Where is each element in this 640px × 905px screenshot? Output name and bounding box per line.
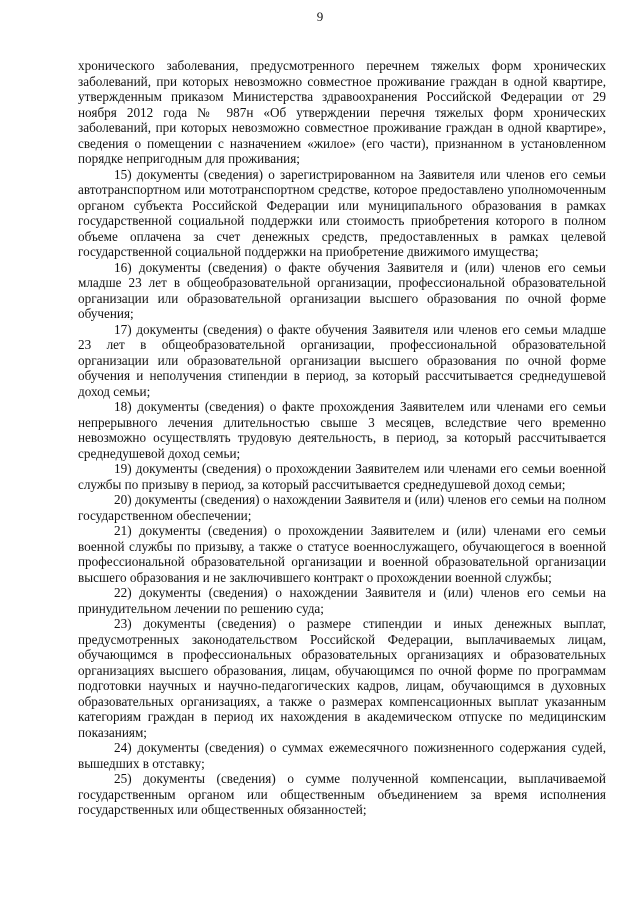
page-number: 9 [316,9,324,24]
paragraph-item-20: 20) документы (сведения) о нахождении Заявителя и (или) членов его семьи на полном государственном обеспечении; [78,492,606,523]
paragraph-item-16: 16) документы (сведения) о факте обучения Заявителя и (или) членов его семьи младше 23 лет в общеобразовательной организации, профессиональной образовательной организации или образовательной организации высшего образования по очной форме обучения; [78,259,606,321]
paragraph-item-17: 17) документы (сведения) о факте обучения Заявителя или членов его семьи младше 23 лет в общеобразовательной организации, профессиональной образовательной организации или образовательной организации высшего образования по очной форме обучения и неполучения стипендии в период, за который рассчитывается среднедушевой доход семьи; [78,321,606,399]
paragraph-continuation: хронического заболевания, предусмотренного перечнем тяжелых форм хронических заболеваний, при которых невозможно совместное проживание граждан в одной квартире, утвержденным приказом Министерства здравоохранения Российской Федерации от 29 ноября 2012 года № 987н «Об утверждении перечня тяжелых форм хронических заболеваний, при которых невозможно совместное проживание граждан в одной квартире», сведения о помещении с назначением «жилое» (его части), признанном в установленном порядке непригодным для проживания; [78,58,606,166]
paragraph-item-23: 23) документы (сведения) о размере стипендии и иных денежных выплат, предусмотренных законодательством Российской Федерации, выплачиваемых лицам, обучающимся в профессиональных образовательных организациях и образовательных организациях высшего образования, лицам, обучающимся по очной форме по программам подготовки научных и научно-педагогических кадров, лицам, обучающимся в духовных образовательных организациях, а также о размерах компенсационных выплат указанным категориям граждан в период их нахождения в академическом отпуске по медицинским показаниям; [78,616,606,740]
paragraph-item-25: 25) документы (сведения) о сумме полученной компенсации, выплачиваемой государственным органом или общественным объединением за время исполнения государственных или общественных обязанностей; [78,771,606,817]
paragraph-item-18: 18) документы (сведения) о факте прохождения Заявителем или членами его семьи непрерывного лечения длительностью свыше 3 месяцев, вследствие чего временно невозможно осуществлять трудовую деятельность, в период, за который рассчитывается среднедушевой доход семьи; [78,399,606,461]
paragraph-item-15: 15) документы (сведения) о зарегистрированном на Заявителя или членов его семьи автотранспортном или мототранспортном средстве, которое предоставлено уполномоченным органом субъекта Российской Федерации или муниципального образования в рамках государственной социальной поддержки или стоимость приобретения которого в полном объеме оплачена за счет денежных средств, предоставленных в рамках целевой государственной социальной поддержки на приобретение движимого имущества; [78,166,606,259]
paragraph-item-19: 19) документы (сведения) о прохождении Заявителем или членами его семьи военной службы по призыву в период, за который рассчитывается среднедушевой доход семьи; [78,461,606,492]
paragraph-item-22: 22) документы (сведения) о нахождении Заявителя и (или) членов его семьи на принудительном лечении по решению суда; [78,585,606,616]
paragraph-item-21: 21) документы (сведения) о прохождении Заявителем и (или) членами его семьи военной службы по призыву, а также о статусе военнослужащего, обучающегося в военной профессиональной образовательной организации и военной образовательной организации высшего образования и не заключившего контракт о прохождении военной службы; [78,523,606,585]
document-body [78,58,606,818]
paragraph-item-24: 24) документы (сведения) о суммах ежемесячного пожизненного содержания судей, вышедших в отставку; [78,740,606,771]
